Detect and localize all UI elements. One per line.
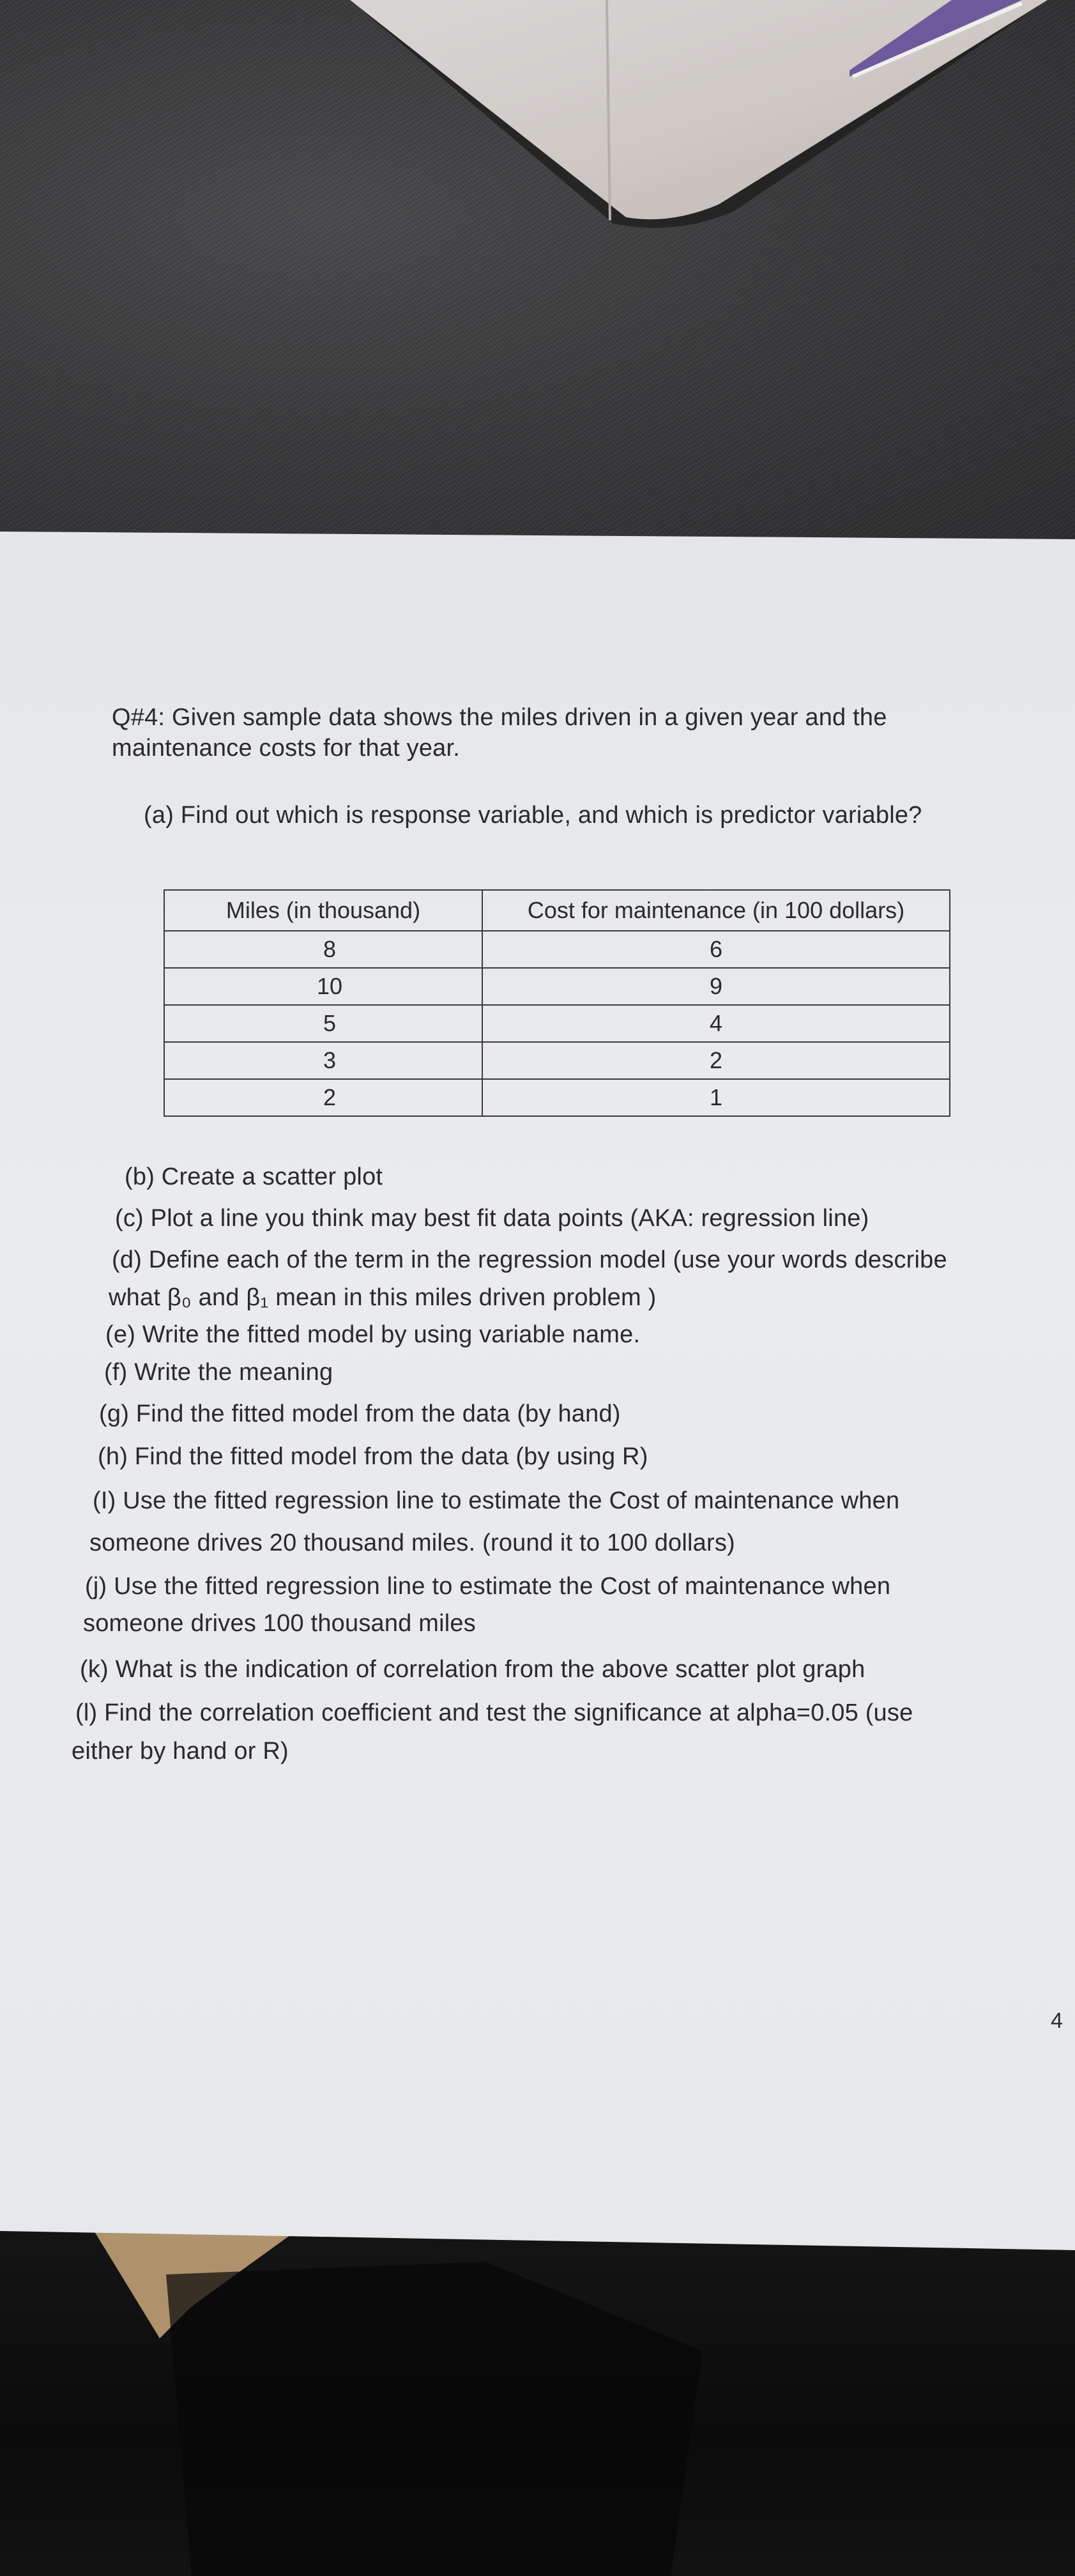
cell-cost: 9 xyxy=(482,968,950,1005)
cell-cost: 1 xyxy=(482,1079,950,1116)
header-cost: Cost for maintenance (in 100 dollars) xyxy=(482,890,950,931)
table-row xyxy=(164,1042,950,1079)
part-d-line1: (d) Define each of the term in the regression model (use your words describe xyxy=(112,1246,947,1273)
cell-cost: 6 xyxy=(482,931,950,968)
part-i-line1: (I) Use the fitted regression line to estimate the Cost of maintenance when xyxy=(93,1487,900,1514)
table-row xyxy=(164,931,950,968)
part-h: (h) Find the fitted model from the data (by using R) xyxy=(98,1443,648,1470)
question-title-line2: maintenance costs for that year. xyxy=(112,735,461,762)
cell-miles: 10 xyxy=(164,968,482,1005)
part-g: (g) Find the fitted model from the data (by hand) xyxy=(99,1400,621,1427)
part-l-line2: either by hand or R) xyxy=(72,1738,289,1765)
cell-cost: 2 xyxy=(482,1042,950,1079)
question-title-line1: Q#4: Given sample data shows the miles driven in a given year and the xyxy=(112,704,887,731)
table-row xyxy=(164,1079,950,1116)
part-k: (k) What is the indication of correlation from the above scatter plot graph xyxy=(80,1656,865,1683)
part-j-line2: someone drives 100 thousand miles xyxy=(83,1610,476,1637)
part-e: (e) Write the fitted model by using variable name. xyxy=(105,1321,641,1348)
cell-miles: 8 xyxy=(164,931,482,968)
part-j-line1: (j) Use the fitted regression line to estimate the Cost of maintenance when xyxy=(85,1573,891,1600)
table-row xyxy=(164,968,950,1005)
cell-miles: 3 xyxy=(164,1042,482,1079)
part-d-line2: what β₀ and β₁ mean in this miles driven problem ) xyxy=(109,1284,657,1311)
part-l-line1: (l) Find the correlation coefficient and test the significance at alpha=0.05 (use xyxy=(75,1699,913,1726)
data-table xyxy=(164,889,950,1117)
cell-miles: 2 xyxy=(164,1079,482,1116)
table-header-row xyxy=(164,890,950,931)
table-row xyxy=(164,1005,950,1042)
part-i-line2: someone drives 20 thousand miles. (round it to 100 dollars) xyxy=(89,1529,735,1556)
page-number: 4 xyxy=(1051,2009,1064,2033)
data-table-wrapper xyxy=(164,889,950,1117)
part-f: (f) Write the meaning xyxy=(104,1359,333,1386)
cell-miles: 5 xyxy=(164,1005,482,1042)
header-miles: Miles (in thousand) xyxy=(164,890,482,931)
part-c: (c) Plot a line you think may best fit data points (AKA: regression line) xyxy=(115,1205,869,1232)
part-a: (a) Find out which is response variable, and which is predictor variable? xyxy=(144,802,922,829)
part-b: (b) Create a scatter plot xyxy=(125,1163,383,1190)
cell-cost: 4 xyxy=(482,1005,950,1042)
